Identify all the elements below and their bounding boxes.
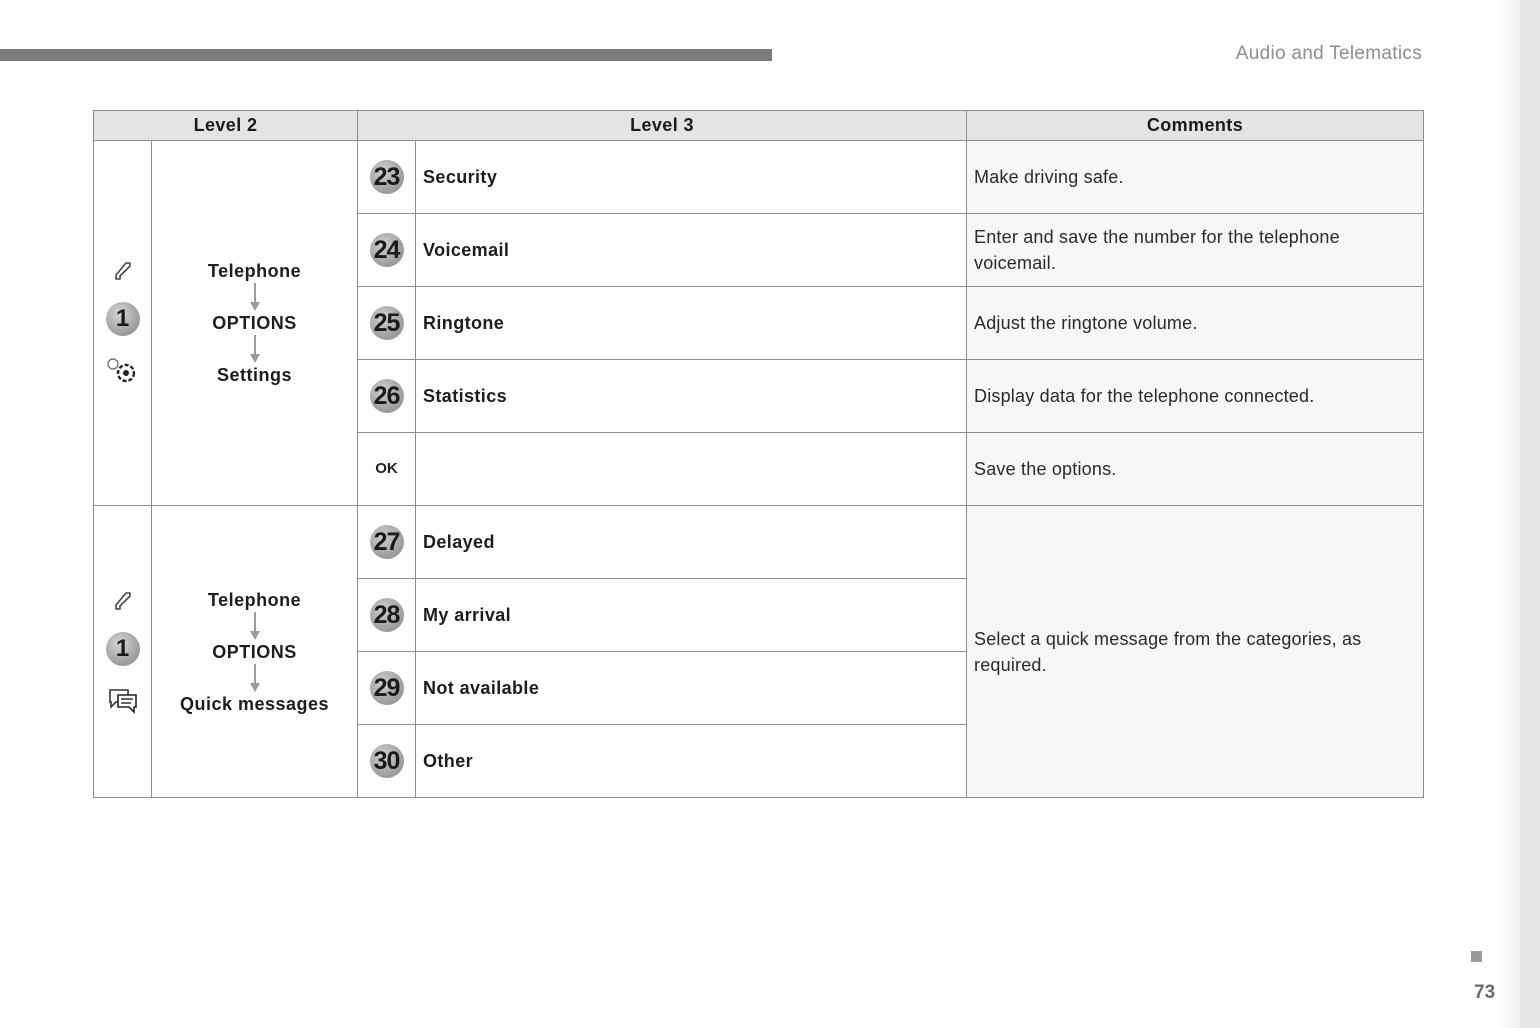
- item-label-delayed: Delayed: [416, 506, 967, 579]
- group-path-quick-messages: [152, 506, 358, 798]
- arrow-down-icon: [249, 611, 261, 641]
- item-comment: Make driving safe.: [967, 141, 1424, 214]
- table-row: [94, 506, 1424, 579]
- item-comment: Save the options.: [967, 433, 1424, 506]
- item-number-badge: 29: [370, 671, 404, 705]
- message-bubble-icon: [106, 686, 140, 714]
- page-edge-strip: [1520, 0, 1540, 1028]
- phone-icon: [112, 260, 134, 282]
- arrow-down-icon: [249, 663, 261, 693]
- item-number-badge: 28: [370, 598, 404, 632]
- arrow-down-icon: [249, 282, 261, 312]
- ok-label: OK: [375, 460, 398, 477]
- item-number-badge: 26: [370, 379, 404, 413]
- item-label-statistics: Statistics: [416, 360, 967, 433]
- button-one-icon: 1: [106, 302, 140, 336]
- header-level3: Level 3: [358, 111, 967, 141]
- menu-table: [93, 110, 1424, 798]
- header-comments: Comments: [967, 111, 1424, 141]
- item-number-badge: 25: [370, 306, 404, 340]
- item-comment: Enter and save the number for the telephone voicemail.: [967, 214, 1424, 287]
- path-step-telephone: Telephone: [207, 261, 302, 281]
- item-comment: Display data for the telephone connected.: [967, 360, 1424, 433]
- item-label-security: Security: [416, 141, 967, 214]
- path-step-options: OPTIONS: [212, 313, 297, 333]
- item-label-ringtone: Ringtone: [416, 287, 967, 360]
- button-one-icon: 1: [106, 632, 140, 666]
- item-label-empty: [416, 433, 967, 506]
- settings-gear-icon: [105, 356, 141, 386]
- item-number-badge: 24: [370, 233, 404, 267]
- arrow-down-icon: [249, 334, 261, 364]
- path-step-options: OPTIONS: [212, 641, 297, 662]
- section-title: Audio and Telematics: [1235, 43, 1422, 64]
- table-header-row: [94, 111, 1424, 141]
- table-row: [94, 141, 1424, 214]
- group-icons-settings: [94, 141, 152, 506]
- page-number: 73: [1474, 982, 1496, 1003]
- path-step-quick-messages: Quick messages: [179, 693, 330, 714]
- item-comment: Adjust the ringtone volume.: [967, 287, 1424, 360]
- phone-icon: [112, 590, 134, 612]
- section-header-bar: [0, 49, 772, 61]
- group-icons-quick-messages: [94, 506, 152, 798]
- page-edge-shade: [1498, 0, 1520, 1028]
- item-number-badge: 27: [370, 525, 404, 559]
- item-label-other: Other: [416, 725, 967, 798]
- path-step-telephone: Telephone: [207, 589, 302, 610]
- item-number-badge: 30: [370, 744, 404, 778]
- item-number-badge: 23: [370, 160, 404, 194]
- group-path-settings: [152, 141, 358, 506]
- item-label-voicemail: Voicemail: [416, 214, 967, 287]
- header-level2: Level 2: [94, 111, 358, 141]
- page-marker: [1471, 951, 1482, 962]
- item-label-my-arrival: My arrival: [416, 579, 967, 652]
- item-label-not-available: Not available: [416, 652, 967, 725]
- path-step-settings: Settings: [216, 365, 292, 385]
- item-comment-quick-messages: Select a quick message from the categories, as required.: [967, 506, 1424, 798]
